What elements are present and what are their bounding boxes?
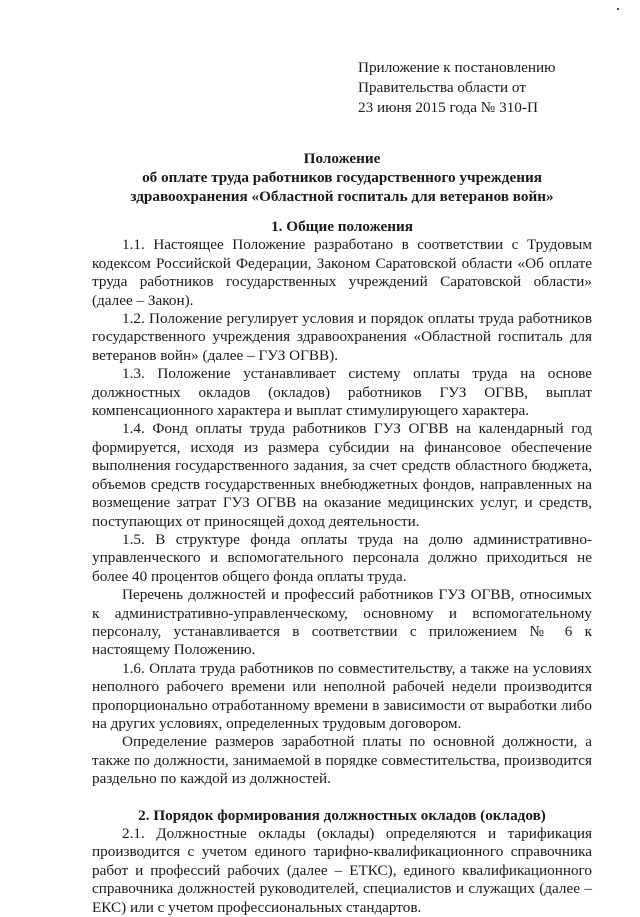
appendix-line: Правительства области от <box>358 79 526 96</box>
section-gap <box>92 789 592 807</box>
section-general <box>92 218 592 917</box>
paragraph: 1.4. Фонд оплаты труда работников ГУЗ ОГВВ на календарный год формируется, исходя из размера субсидии на финансовое обеспечение выполнения государственного задания, за счет средств областного бюджета, объемов средств государственных внебюджетных фондов, направленных на возмещение затрат ГУЗ ОГВВ на оказание медицинских услуг, и средств, поступающих от приносящей доход деятельности. <box>92 420 592 530</box>
title-line: Положение <box>303 150 381 167</box>
appendix-line: 23 июня 2015 года № 310-П <box>358 99 538 116</box>
title-line: об оплате труда работников государственного учреждения <box>142 169 542 186</box>
scan-speck <box>617 8 619 10</box>
paragraph: 1.2. Положение регулирует условия и порядок оплаты труда работников государственного учреждения здравоохранения «Областной госпиталь для ветеранов войн» (далее – ГУЗ ОГВВ). <box>92 310 592 364</box>
paragraph: Перечень должностей и профессий работников ГУЗ ОГВВ, относимых к административно-управленческому, основному и вспомогательному персоналу, устанавливается в соответствии с приложением № 6 к настоящему Положению. <box>92 586 592 659</box>
title-line: здравоохранения «Областной госпиталь для ветеранов войн» <box>130 188 554 205</box>
section-heading: 2. Порядок формирования должностных окладов (окладов) <box>138 806 546 824</box>
document-title <box>92 149 592 206</box>
paragraph: 1.6. Оплата труда работников по совместительству, а также на условиях неполного рабочего времени или неполной рабочей недели производится пропорционально отработанному времени в зависимости от выработки либо на других условиях, определенных трудовым договором. <box>92 659 592 732</box>
section-heading: 1. Общие положения <box>271 218 413 235</box>
paragraph: 1.5. В структуре фонда оплаты труда на долю административно-управленческого и вспомогательного персонала должно приходиться не более 40 процентов общего фонда оплаты труда. <box>92 530 592 585</box>
appendix-line: Приложение к постановлению <box>358 59 556 76</box>
paragraph: 1.3. Положение устанавливает систему оплаты труда на основе должностных окладов (окладов) работников ГУЗ ОГВВ, выплат компенсационного характера и выплат стимулирующего характера. <box>92 365 592 420</box>
paragraph: 1.1. Настоящее Положение разработано в соответствии с Трудовым кодексом Российской Федерации, Законом Саратовской области «Об оплате труда работников государственных учреждений Саратовской области» (далее – Закон). <box>92 236 592 309</box>
paragraph: 2.1. Должностные оклады (оклады) определяются и тарификация производится с учетом единого тарифно-квалификационного справочника работ и профессий рабочих (далее – ЕТКС), единого квалификационного справочника должностей руководителей, специалистов и служащих (далее – ЕКС) или с учетом профессиональных стандартов. <box>92 825 592 916</box>
appendix-note <box>358 58 618 118</box>
paragraph: Определение размеров заработной платы по основной должности, а также по должности, занимаемой в порядке совместительства, производится раздельно по каждой из должностей. <box>92 733 592 788</box>
